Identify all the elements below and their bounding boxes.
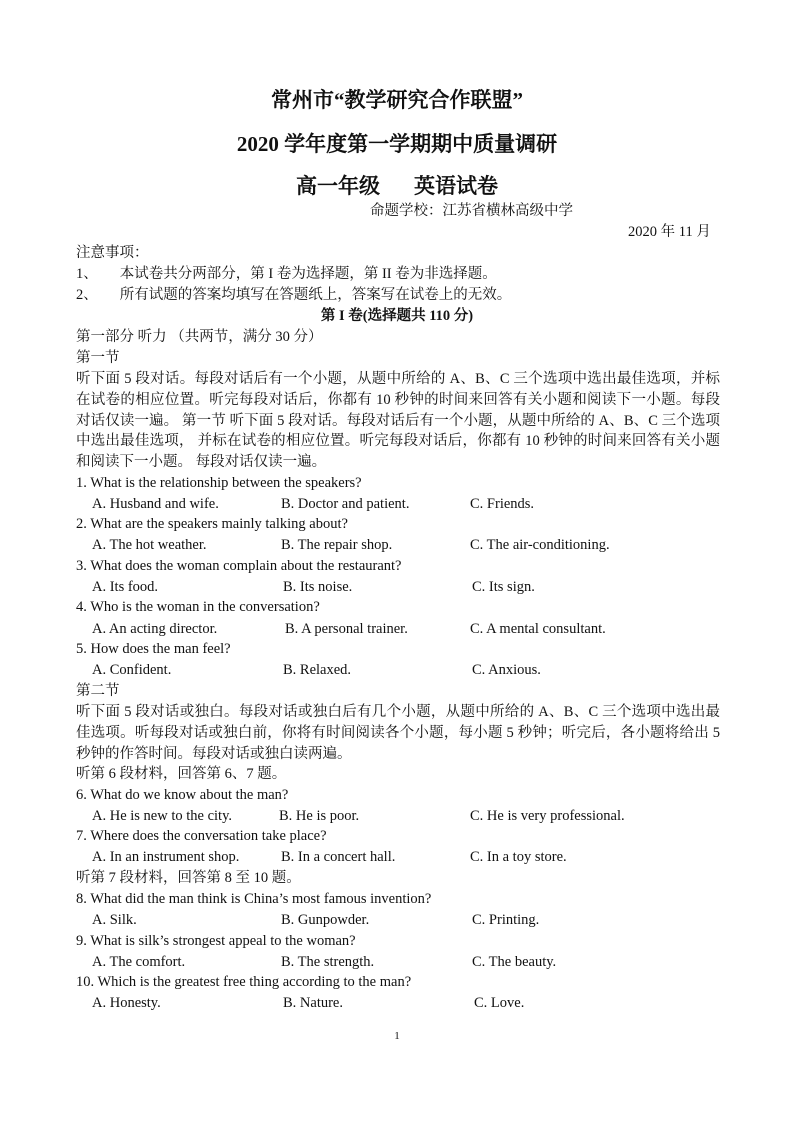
notice-item-2-text: 所有试题的答案均填写在答题纸上，答案写在试卷上的无效。 (119, 287, 512, 303)
material-6-instruction: 听第 6 段材料，回答第 6、7 题。 (76, 766, 287, 782)
question-6-option-b: B. He is poor. (279, 808, 360, 824)
question-9-option-b: B. The strength. (281, 954, 375, 970)
question-10: 10. Which is the greatest free thing according to the man? (76, 974, 412, 990)
question-8-option-c: C. Printing. (472, 912, 540, 928)
question-10-option-c: C. Love. (474, 995, 525, 1011)
question-4-option-c: C. A mental consultant. (470, 621, 606, 637)
question-5-option-b: B. Relaxed. (283, 662, 352, 678)
exam-title-alliance: 常州市“教学研究合作联盟” (271, 88, 523, 112)
notice-heading: 注意事项： (76, 245, 149, 261)
question-5: 5. How does the man feel? (76, 641, 231, 657)
question-7-option-a: A. In an instrument shop. (92, 849, 240, 865)
page-number: 1 (394, 1030, 400, 1042)
question-5-option-a: A. Confident. (92, 662, 172, 678)
material-7-instruction: 听第 7 段材料，回答第 8 至 10 题。 (76, 870, 301, 886)
question-1-option-a: A. Husband and wife. (92, 496, 219, 512)
question-2-option-c: C. The air-conditioning. (470, 537, 610, 553)
question-9: 9. What is silk’s strongest appeal to the woman? (76, 933, 356, 949)
exam-date: 2020 年 11 月 (628, 224, 711, 240)
question-2: 2. What are the speakers mainly talking about? (76, 516, 348, 532)
question-2-option-a: A. The hot weather. (92, 537, 207, 553)
question-3-option-a: A. Its food. (92, 579, 159, 595)
section-two-heading: 第二节 (76, 683, 120, 699)
question-10-option-a: A. Honesty. (92, 995, 161, 1011)
part-one-heading: 第一部分 听力 （共两节，满分 30 分） (76, 329, 323, 345)
exam-title-grade-subject (0, 170, 794, 200)
question-3: 3. What does the woman complain about the restaurant? (76, 558, 402, 574)
section-one-instructions: 听下面 5 段对话。每段对话后有一个小题，从题中所给的 A、B、C 三个选项中选出最佳选项，并标 在试卷的相应位置。听完每段对话后，你都有 10 秒钟的时间来回答有关小题和阅读下一小题。每段 对话仅读一遍。 第一节 听下面 5 段对话。每段对话后有一个小题，从题中所给的 A、B、C 三个选项中选出最佳选项， 并标在试卷的相应位置。听完每段对话后，你都有 10 秒钟的时间来回答有关小题和阅读下一小题。 每段对话仅读一遍。 (76, 371, 720, 471)
question-10-option-b: B. Nature. (283, 995, 343, 1011)
question-7-option-b: B. In a concert hall. (281, 849, 396, 865)
section-title: 第 I 卷(选择题共 110 分) (320, 308, 474, 324)
subject-label: 英语试卷 (414, 174, 498, 198)
notice-item-2-number: 2、 (76, 287, 98, 303)
question-3-option-b: B. Its noise. (283, 579, 353, 595)
question-3-option-c: C. Its sign. (472, 579, 535, 595)
notice-item-1-text: 本试卷共分两部分，第 I 卷为选择题，第 II 卷为非选择题。 (119, 266, 497, 282)
question-8-option-a: A. Silk. (92, 912, 137, 928)
question-5-option-c: C. Anxious. (472, 662, 541, 678)
question-1-option-c: C. Friends. (470, 496, 535, 512)
question-4: 4. Who is the woman in the conversation? (76, 599, 320, 615)
question-4-option-a: A. An acting director. (92, 621, 218, 637)
question-1: 1. What is the relationship between the speakers? (76, 475, 362, 491)
grade-label: 高一年级 (296, 174, 380, 198)
question-1-option-b: B. Doctor and patient. (281, 496, 410, 512)
question-7-option-c: C. In a toy store. (470, 849, 567, 865)
setter-school: 命题学校：江苏省横林高级中学 (370, 203, 573, 219)
question-8: 8. What did the man think is China’s most famous invention? (76, 891, 432, 907)
question-2-option-b: B. The repair shop. (281, 537, 393, 553)
question-7: 7. Where does the conversation take place? (76, 828, 327, 844)
question-4-option-b: B. A personal trainer. (285, 621, 408, 637)
notice-item-2 (76, 285, 511, 305)
question-8-option-b: B. Gunpowder. (281, 912, 370, 928)
question-9-option-a: A. The comfort. (92, 954, 186, 970)
exam-title-term: 2020 学年度第一学期期中质量调研 (236, 132, 558, 156)
section-one-heading: 第一节 (76, 350, 120, 366)
notice-item-1 (76, 264, 497, 284)
question-6-option-a: A. He is new to the city. (92, 808, 233, 824)
notice-item-1-number: 1、 (76, 266, 98, 282)
question-6: 6. What do we know about the man? (76, 787, 289, 803)
question-6-option-c: C. He is very professional. (470, 808, 625, 824)
section-two-instructions: 听下面 5 段对话或独白。每段对话或独白后有几个小题，从题中所给的 A、B、C 三个选项中选出最佳选项。听每段对话或独白前，你将有时间阅读各个小题，每小题 5 秒钟；听完后，各小题将给出 5 秒钟的作答时间。每段对话或独白读两遍。 (76, 704, 720, 762)
question-9-option-c: C. The beauty. (472, 954, 557, 970)
